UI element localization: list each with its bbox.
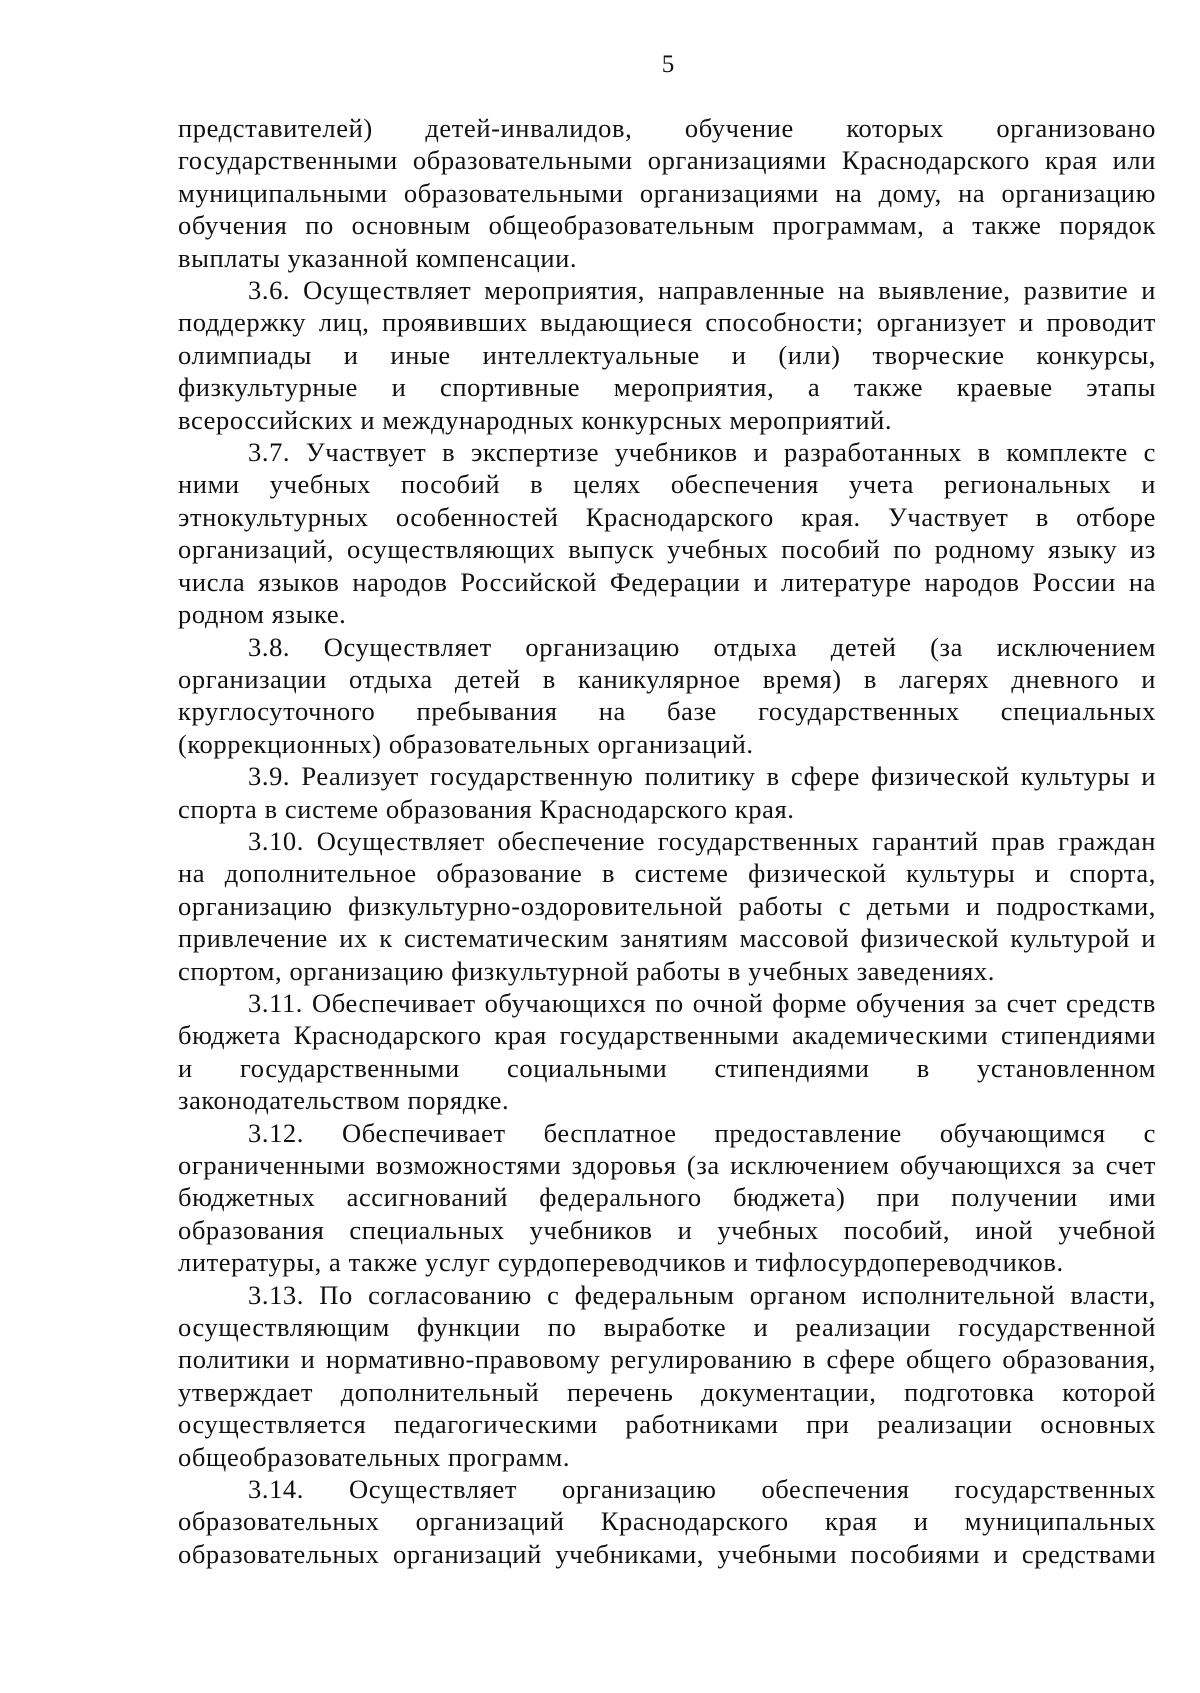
text-line: организации отдыха детей в каникулярное время) в лагерях дневного и — [178, 663, 1156, 694]
text-line: 3.11. Обеспечивает обучающихся по очной форме обучения за счет средств — [248, 987, 1156, 1018]
text-line: 3.12. Обеспечивает бесплатное предоставление обучающимся с — [248, 1117, 1156, 1148]
paragraph-3-12 — [178, 1117, 1156, 1279]
paragraph-3-7 — [178, 436, 1156, 630]
text-line: олимпиады и иные интеллектуальные и (или) творческие конкурсы, — [178, 339, 1156, 370]
text-line: 3.8. Осуществляет организацию отдыха детей (за исключением — [248, 631, 1156, 662]
text-line: ограниченными возможностями здоровья (за исключением обучающихся за счет — [178, 1150, 1156, 1180]
text-line: осуществляющим функции по выработке и реализации государственной — [178, 1312, 1156, 1343]
text-line: на дополнительное образование в системе физической культуры и спорта, — [178, 858, 1156, 889]
text-line: привлечение их к систематическим занятиям массовой физической культурой и — [178, 923, 1156, 954]
text-line: образования специальных учебников и учебных пособий, иной учебной — [178, 1214, 1156, 1245]
paragraph-3-13 — [178, 1279, 1156, 1473]
text-line: этнокультурных особенностей Краснодарского края. Участвует в отборе — [178, 501, 1156, 532]
text-line: организацию физкультурно-оздоровительной работы с детьми и подростками, — [178, 890, 1156, 921]
text-line: 3.7. Участвует в экспертизе учебников и разработанных в комплекте с — [248, 437, 1156, 468]
document-body — [178, 112, 1156, 1570]
paragraph-continuation — [178, 112, 1156, 274]
text-line: родном языке. — [178, 599, 347, 630]
text-line: 3.10. Осуществляет обеспечение государственных гарантий прав граждан — [248, 825, 1156, 856]
text-line: спортом, организацию физкультурной работы в учебных заведениях. — [178, 955, 995, 986]
text-line: государственными образовательными организациями Краснодарского края или — [178, 145, 1156, 176]
paragraph-3-6 — [178, 274, 1156, 436]
paragraph-3-11 — [178, 987, 1156, 1117]
text-line: всероссийских и международных конкурсных мероприятий. — [178, 404, 893, 435]
text-line: (коррекционных) образовательных организаций. — [178, 728, 754, 759]
paragraph-3-14 — [178, 1473, 1156, 1570]
paragraph-3-8 — [178, 631, 1156, 761]
text-line: и государственными социальными стипендиями в установленном — [178, 1052, 1156, 1083]
text-line: ними учебных пособий в целях обеспечения учета региональных и — [178, 469, 1156, 500]
paragraph-3-9 — [178, 760, 1156, 825]
text-line: литературы, а также услуг сурдопереводчиков и тифлосурдопереводчиков. — [178, 1247, 1064, 1278]
text-line: выплаты указанной компенсации. — [178, 242, 578, 273]
text-line: утверждает дополнительный перечень документации, подготовка которой — [178, 1376, 1156, 1407]
text-line: образовательных организаций Краснодарского края и муниципальных — [178, 1506, 1156, 1537]
text-line: спорта в системе образования Краснодарского края. — [178, 793, 795, 824]
text-line: общеобразовательных программ. — [178, 1441, 571, 1472]
text-line: 3.6. Осуществляет мероприятия, направленные на выявление, развитие и — [248, 275, 1156, 306]
paragraph-3-10 — [178, 825, 1156, 987]
text-line: образовательных организаций учебниками, учебными пособиями и средствами — [178, 1538, 1156, 1569]
text-line: поддержку лиц, проявивших выдающиеся способности; организует и проводит — [178, 307, 1156, 338]
text-line: муниципальными образовательными организациями на дому, на организацию — [178, 177, 1156, 208]
text-line: политики и нормативно-правовому регулированию в сфере общего образования, — [178, 1344, 1156, 1375]
text-line: бюджетных ассигнований федерального бюджета) при получении ими — [178, 1182, 1156, 1213]
text-line: числа языков народов Российской Федерации и литературе народов России на — [178, 566, 1156, 597]
page-number: 5 — [661, 51, 675, 78]
text-line: законодательством порядке. — [178, 1085, 510, 1116]
text-line: бюджета Краснодарского края государственными академическими стипендиями — [178, 1020, 1156, 1051]
text-line: организаций, осуществляющих выпуск учебных пособий по родному языку из — [178, 534, 1156, 565]
text-line: 3.14. Осуществляет организацию обеспечения государственных — [248, 1474, 1156, 1505]
text-line: 3.9. Реализует государственную политику в сфере физической культуры и — [248, 761, 1156, 792]
text-line: 3.13. По согласованию с федеральным органом исполнительной власти, — [248, 1279, 1156, 1310]
text-line: представителей) детей-инвалидов, обучение которых организовано — [178, 113, 1156, 143]
text-line: осуществляется педагогическими работниками при реализации основных — [178, 1409, 1156, 1440]
text-line: обучения по основным общеобразовательным программам, а также порядок — [178, 210, 1156, 241]
text-line: круглосуточного пребывания на базе государственных специальных — [178, 696, 1156, 727]
text-line: физкультурные и спортивные мероприятия, а также краевые этапы — [178, 372, 1156, 403]
